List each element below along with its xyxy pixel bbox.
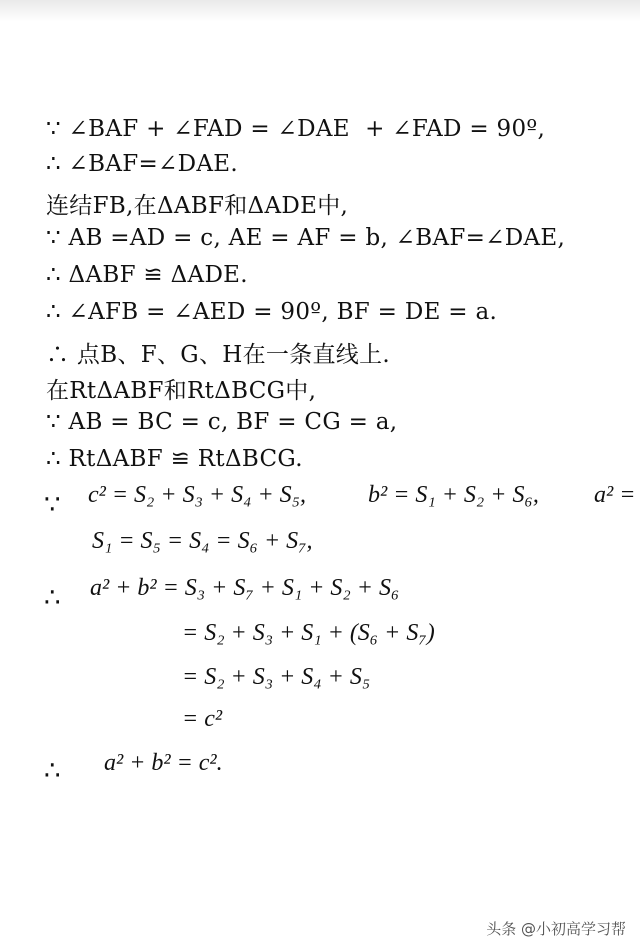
therefore-symbol-2: ∴ (44, 756, 61, 786)
formula-conclusion: a² + b² = c². (104, 750, 223, 776)
because-symbol: ∵ (44, 490, 61, 520)
proof-line-10: ∴ RtΔABF ≌ RtΔBCG. (46, 446, 303, 472)
formula-s-equalities: S₁ = S₅ = S₄ = S₆ + S₇, (92, 528, 313, 554)
proof-line-8: 在RtΔABF和RtΔBCG中, (46, 378, 317, 404)
proof-line-3: 连结FB,在ΔABF和ΔADE中, (46, 193, 349, 219)
proof-line-9: ∵ AB = BC = c, BF = CG = a, (46, 409, 398, 435)
therefore-symbol-1: ∴ (44, 583, 61, 613)
proof-line-2: ∴ ∠BAF=∠DAE. (46, 151, 238, 177)
watermark: 头条 @小初高学习帮 (486, 920, 626, 938)
proof-line-6: ∴ ∠AFB = ∠AED = 90º, BF = DE = a. (46, 299, 498, 325)
proof-line-1: ∵ ∠BAF + ∠FAD = ∠DAE + ∠FAD = 90º, (46, 116, 546, 142)
top-bar (0, 0, 640, 22)
proof-line-4: ∵ AB =AD = c, AE = AF = b, ∠BAF=∠DAE, (46, 225, 566, 251)
formula-sum-step-1: a² + b² = S₃ + S₇ + S₁ + S₂ + S₆ (90, 575, 400, 601)
formula-a-squared-partial: a² = (594, 482, 636, 508)
formula-sum-step-4: = c² (182, 706, 223, 732)
formula-sum-step-2: = S₂ + S₃ + S₁ + (S₆ + S₇) (182, 620, 435, 646)
formula-b-squared: b² = S₁ + S₂ + S₆, (368, 482, 539, 508)
proof-line-5: ∴ ΔABF ≌ ΔADE. (46, 262, 248, 288)
formula-c-squared: c² = S₂ + S₃ + S₄ + S₅, (88, 482, 307, 508)
formula-sum-step-3: = S₂ + S₃ + S₄ + S₅ (182, 664, 371, 690)
proof-line-7: ∴ 点B、F、G、H在一条直线上. (46, 342, 391, 368)
